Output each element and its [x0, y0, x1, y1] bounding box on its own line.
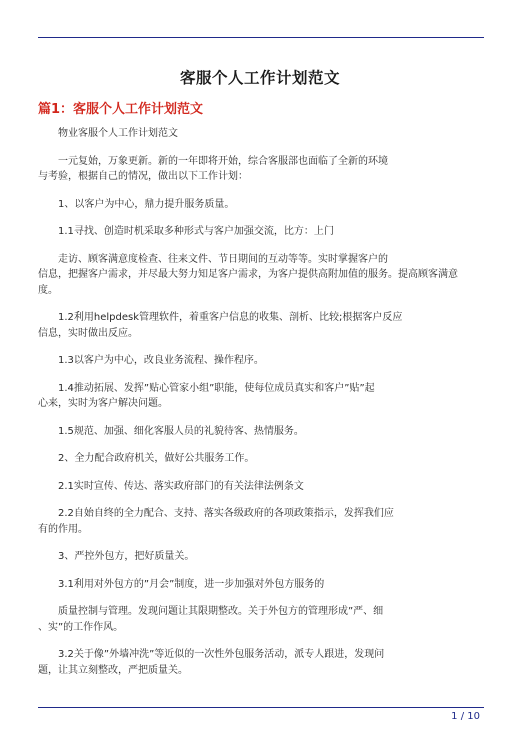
paragraph-line: 度。 [38, 284, 58, 296]
paragraph-line: 1.5规范、加强、细化客服人员的礼貌待客、热情服务。 [58, 425, 304, 437]
paragraph [38, 604, 484, 635]
footer-rule [38, 707, 484, 708]
paragraph [38, 577, 484, 593]
paragraph [38, 353, 484, 369]
paragraph-line: 3、严控外包方，把好质量关。 [58, 551, 195, 562]
document-body [38, 126, 484, 690]
paragraph [38, 126, 484, 142]
paragraph-line: 有的作用。 [38, 523, 88, 535]
paragraph-line: 1.1寻找、创造时机采取多种形式与客户加强交流，比方：上门 [58, 226, 334, 237]
paragraph-line: 物业客服个人工作计划范文 [58, 128, 178, 139]
paragraph [38, 479, 484, 495]
header-rule [38, 37, 484, 38]
paragraph [38, 647, 484, 678]
paragraph [38, 381, 484, 412]
paragraph-line: 一元复始，万象更新。新的一年即将开始，综合客服部也面临了全新的环境 [58, 155, 388, 167]
paragraph-line: 、实”的工作作风。 [38, 621, 124, 633]
paragraph [38, 252, 484, 299]
paragraph-line: 与考验，根据自己的情况，做出以下工作计划： [38, 171, 248, 182]
document-title: 客服个人工作计划范文 [179, 69, 340, 87]
paragraph-line: 3.1利用对外包方的”月会”制度，进一步加强对外包方服务的 [58, 578, 325, 590]
section-heading: 篇1：客服个人工作计划范文 [38, 102, 204, 117]
paragraph-line: 心来，实时为客户解决问题。 [38, 398, 168, 409]
paragraph-line: 信息，实时做出反应。 [38, 327, 138, 339]
paragraph-line: 3.2关于像”外墙冲洗”等近似的一次性外包服务活动，派专人跟进，发现问 [58, 649, 385, 660]
paragraph [38, 424, 484, 440]
paragraph-line: 2、全力配合政府机关，做好公共服务工作。 [58, 453, 255, 464]
paragraph-line: 1.4推动拓展、发挥”贴心管家小组”职能，使每位成员真实和客户”贴”起 [58, 382, 375, 394]
paragraph [38, 506, 484, 537]
paragraph [38, 451, 484, 467]
paragraph-line: 1.2利用helpdesk管理软件，着重客户信息的收集、剖析、比较;根据客户反应 [58, 312, 403, 323]
paragraph [38, 197, 484, 213]
paragraph-line: 2.1实时宣传、传达、落实政府部门的有关法律法例条文 [58, 480, 304, 492]
paragraph-line: 1.3以客户为中心，改良业务流程、操作程序。 [58, 355, 264, 366]
paragraph-line: 质量控制与管理。发现问题让其限期整改。关于外包方的管理形成”严、细 [58, 606, 384, 617]
paragraph-line: 2.2自始自终的全力配合、支持、落实各级政府的各项政策指示，发挥我们应 [58, 508, 394, 519]
paragraph-line: 信息，把握客户需求，并尽最大努力知足客户需求，为客户提供高附加值的服务。提高顾客满意 [38, 269, 458, 280]
paragraph [38, 154, 484, 185]
paragraph-line: 题，让其立刻整改，严把质量关。 [38, 664, 188, 676]
paragraph [38, 310, 484, 341]
page-indicator: 1 / 10 [451, 711, 480, 722]
paragraph-line: 1、以客户为中心，鼎力提升服务质量。 [58, 198, 235, 210]
paragraph [38, 224, 484, 240]
paragraph-line: 走访、顾客满意度检查、往来文件、节日期间的互动等等。实时掌握客户的 [58, 253, 388, 265]
paragraph [38, 549, 484, 565]
